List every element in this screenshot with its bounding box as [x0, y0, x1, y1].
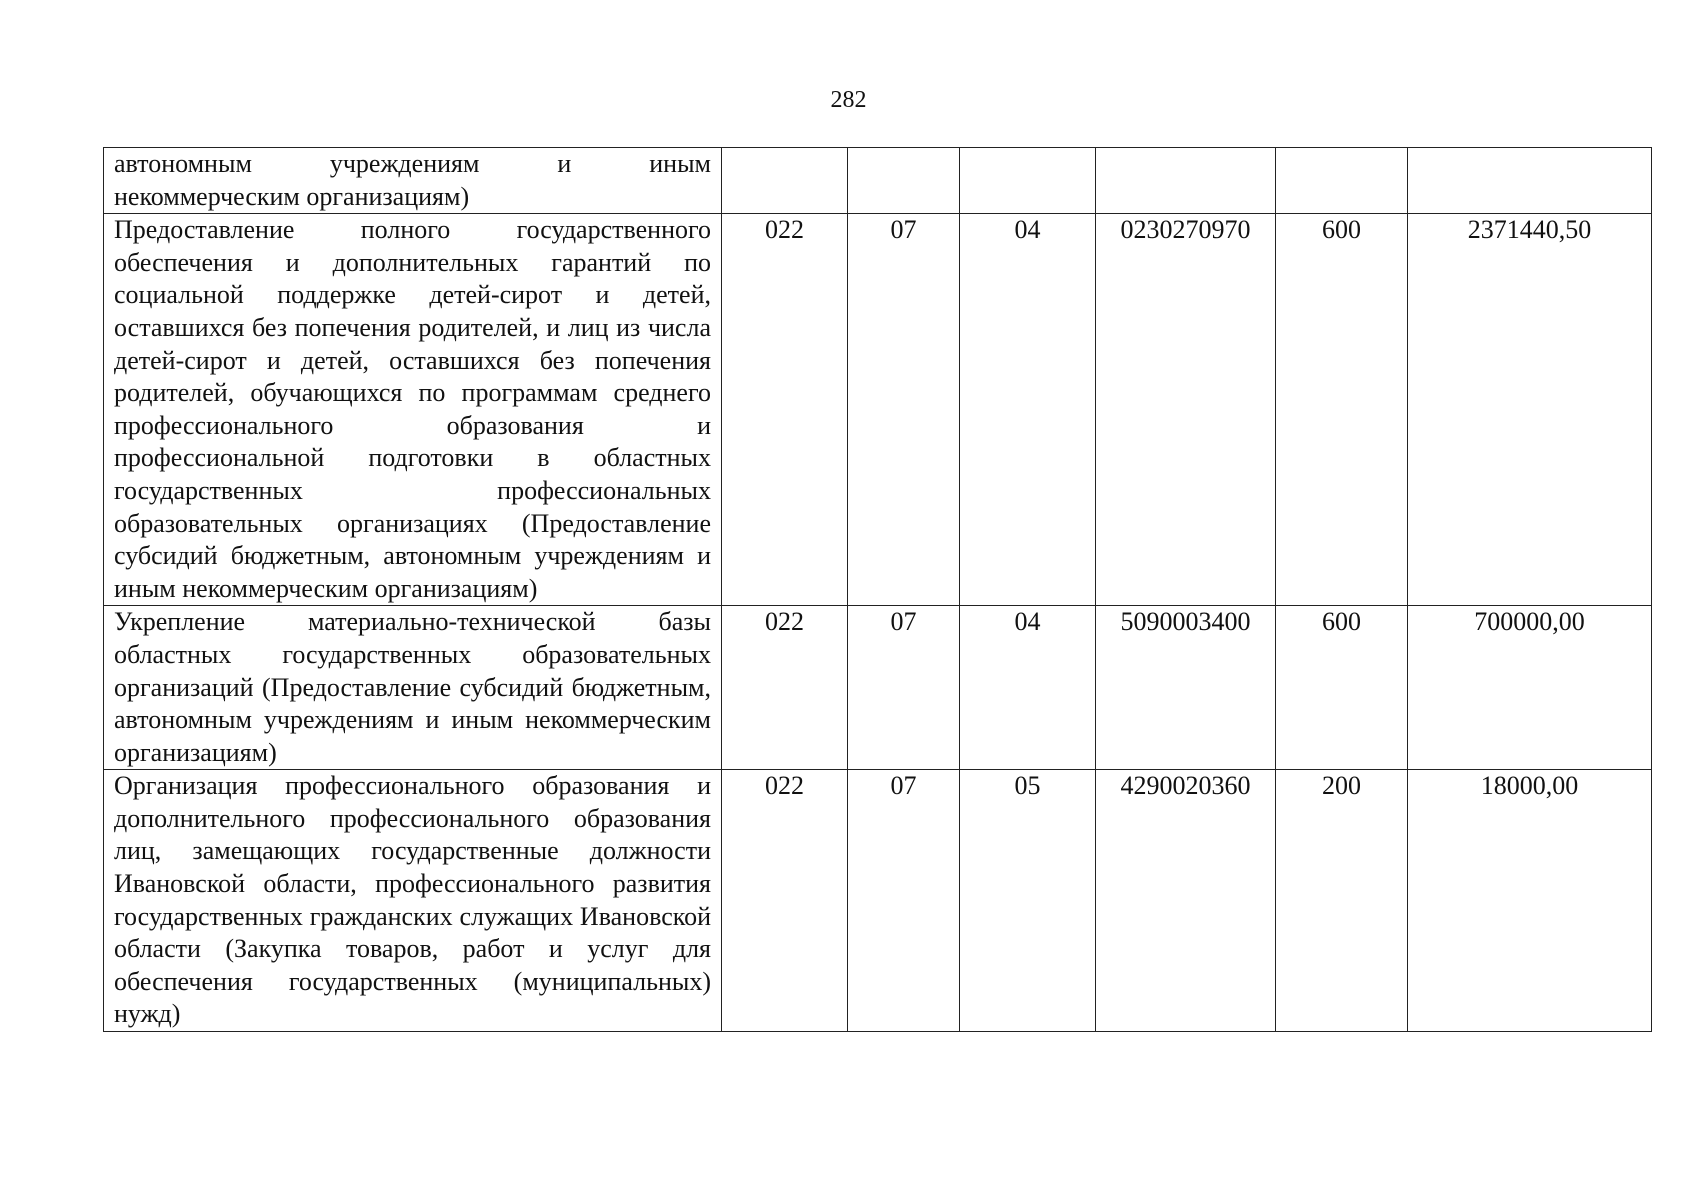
cell-rz: 07 [848, 606, 960, 770]
cell-gr [722, 148, 848, 214]
table-row [104, 214, 1652, 606]
cell-csr: 0230270970 [1096, 214, 1276, 606]
cell-vr: 600 [1276, 606, 1408, 770]
cell-vr [1276, 148, 1408, 214]
cell-pr: 04 [960, 606, 1096, 770]
cell-amount: 18000,00 [1408, 770, 1652, 1032]
cell-vr: 200 [1276, 770, 1408, 1032]
cell-csr [1096, 148, 1276, 214]
row-description [104, 148, 722, 214]
row-description: Предоставление полного государственного обеспечения и дополнительных гарантий по социальной поддержке детей-сирот и детей, оставшихся без попечения родителей, и лиц из числа детей-сирот и детей, оставшихся без попечения родителей, обучающихся по программам среднего профессионального образования и профессиональной подготовки в областных государственных профессиональных образовательных организациях (Предоставление субсидий бюджетным, автономным учреждениям и иным некоммерческим организациям) [104, 214, 722, 606]
cell-amount [1408, 148, 1652, 214]
cell-rz: 07 [848, 770, 960, 1032]
table-row [104, 606, 1652, 770]
cell-vr: 600 [1276, 214, 1408, 606]
description-line: автономным учреждениям и иным [114, 149, 711, 178]
cell-amount: 700000,00 [1408, 606, 1652, 770]
cell-csr: 4290020360 [1096, 770, 1276, 1032]
cell-gr: 022 [722, 214, 848, 606]
budget-table [103, 147, 1652, 1032]
cell-gr: 022 [722, 770, 848, 1032]
table-row [104, 770, 1652, 1032]
cell-csr: 5090003400 [1096, 606, 1276, 770]
cell-rz [848, 148, 960, 214]
row-description: Укрепление материально-технической базы областных государственных образовательных организаций (Предоставление субсидий бюджетным, автономным учреждениям и иным некоммерческим организациям) [104, 606, 722, 770]
page-number: 282 [830, 87, 867, 113]
cell-rz: 07 [848, 214, 960, 606]
cell-amount: 2371440,50 [1408, 214, 1652, 606]
cell-gr: 022 [722, 606, 848, 770]
description-line: некоммерческим организациям) [114, 181, 470, 211]
row-description: Организация профессионального образования и дополнительного профессионального образования лиц, замещающих государственные должности Ивановской области, профессионального развития государственных гражданских служащих Ивановской области (Закупка товаров, работ и услуг для обеспечения государственных (муниципальных) нужд) [104, 770, 722, 1032]
cell-pr: 05 [960, 770, 1096, 1032]
table-row [104, 148, 1652, 214]
cell-pr [960, 148, 1096, 214]
cell-pr: 04 [960, 214, 1096, 606]
